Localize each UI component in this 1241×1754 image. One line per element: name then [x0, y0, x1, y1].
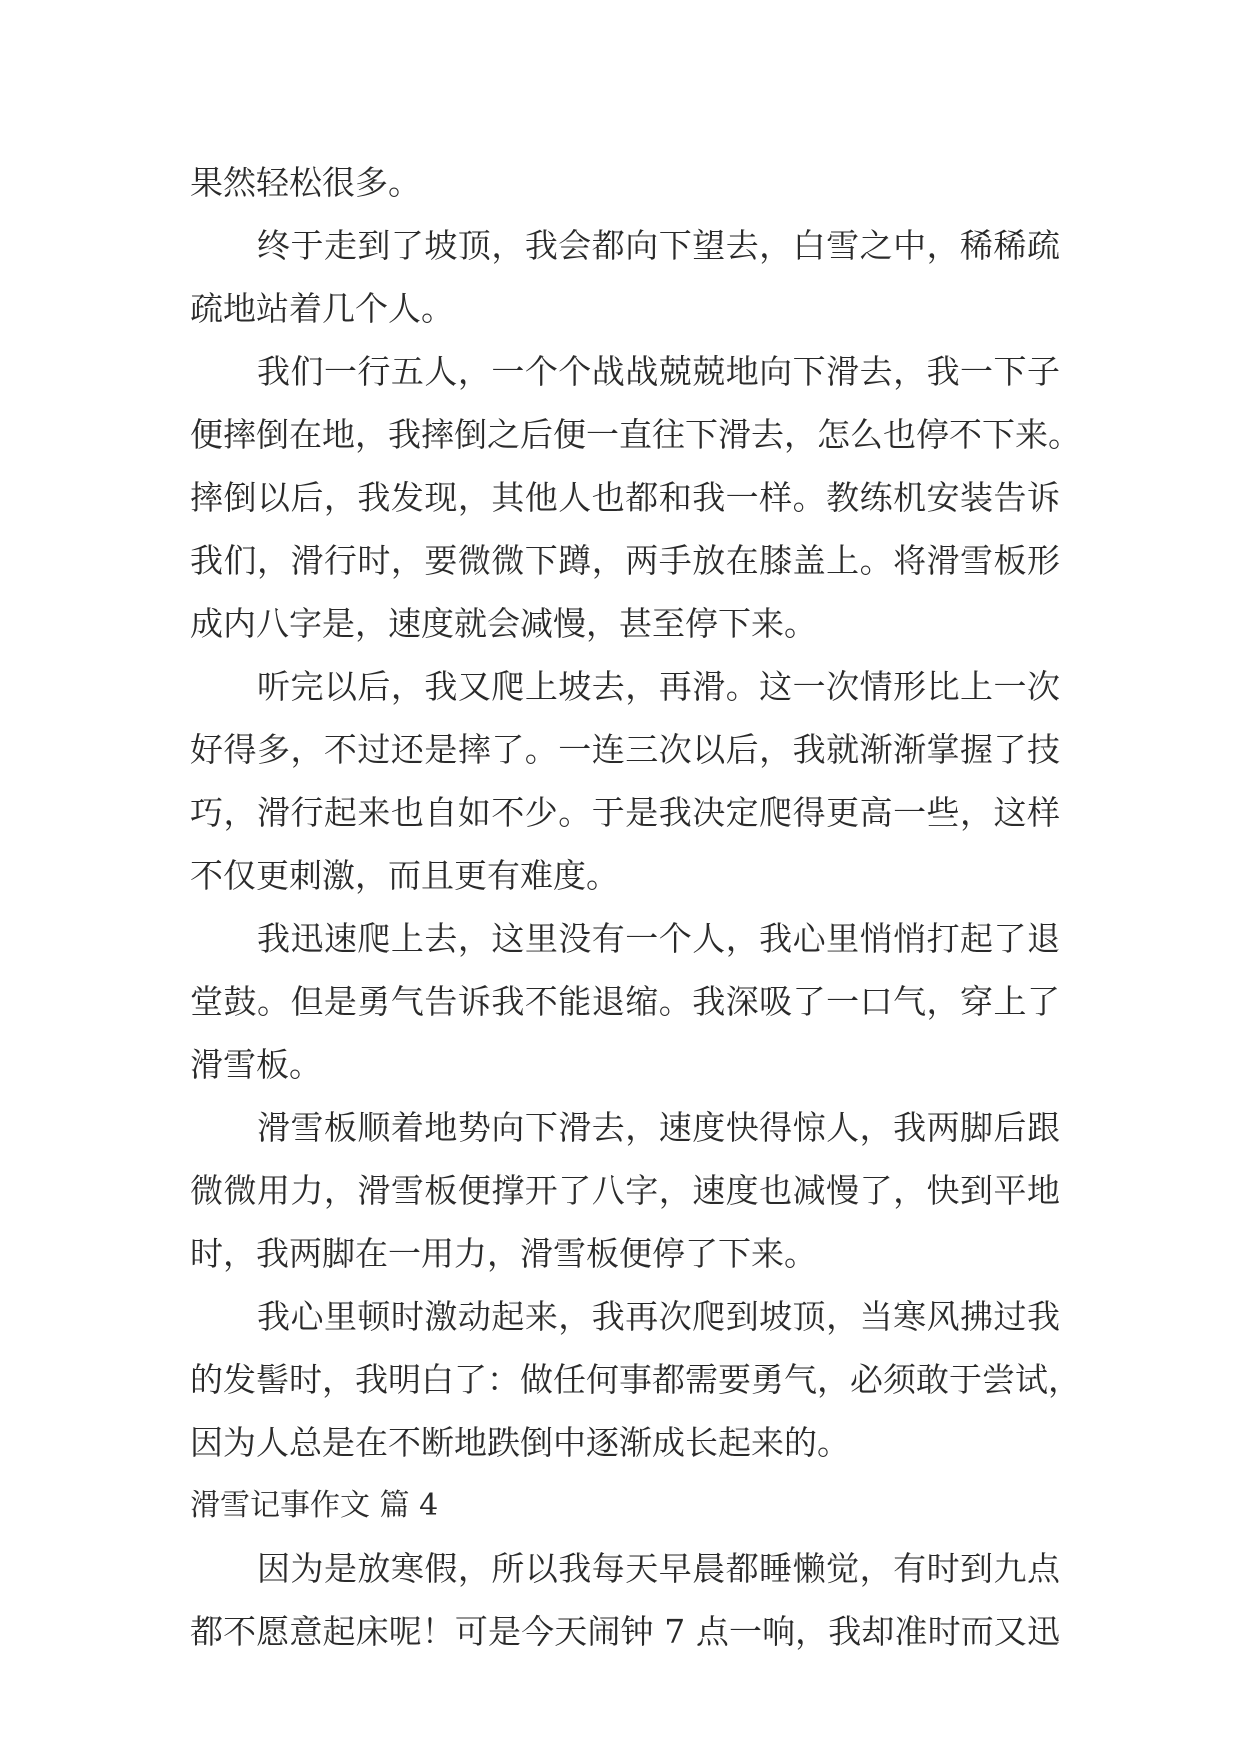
text-line: 成内八字是，速度就会减慢，甚至停下来。 — [190, 604, 817, 643]
text-line: 堂鼓。但是勇气告诉我不能退缩。我深吸了一口气，穿上了 — [190, 982, 1060, 1021]
paragraph-first-line: 因为是放寒假，所以我每天早晨都睡懒觉，有时到九点 — [257, 1549, 1060, 1588]
text-line: 我们，滑行时，要微微下蹲，两手放在膝盖上。将滑雪板形 — [190, 541, 1060, 580]
section-heading: 滑雪记事作文 篇 4 — [190, 1488, 439, 1523]
text-line: 滑雪板。 — [190, 1045, 322, 1084]
text-line: 都不愿意起床呢！可是今天闹钟 7 点一响，我却准时而又迅 — [190, 1612, 1060, 1651]
text-line: 便摔倒在地，我摔倒之后便一直往下滑去，怎么也停不下来。 — [190, 415, 1081, 454]
text-line: 不仅更刺激，而且更有难度。 — [190, 856, 619, 895]
text-line: 因为人总是在不断地跌倒中逐渐成长起来的。 — [190, 1423, 850, 1462]
paragraph-first-line: 终于走到了坡顶，我会都向下望去，白雪之中，稀稀疏 — [257, 226, 1060, 265]
text-line: 微微用力，滑雪板便撑开了八字，速度也减慢了，快到平地 — [190, 1171, 1060, 1210]
text-line: 好得多，不过还是摔了。一连三次以后，我就渐渐掌握了技 — [190, 730, 1060, 769]
paragraph-first-line: 我迅速爬上去，这里没有一个人，我心里悄悄打起了退 — [257, 919, 1060, 958]
text-line: 巧，滑行起来也自如不少。于是我决定爬得更高一些，这样 — [190, 793, 1060, 832]
text-line: 果然轻松很多。 — [190, 163, 421, 202]
text-line: 的发髻时，我明白了：做任何事都需要勇气，必须敢于尝试， — [190, 1360, 1081, 1399]
text-line: 疏地站着几个人。 — [190, 289, 454, 328]
paragraph-first-line: 我心里顿时激动起来，我再次爬到坡顶，当寒风拂过我 — [257, 1297, 1060, 1336]
text-line: 摔倒以后，我发现，其他人也都和我一样。教练机安装告诉 — [190, 478, 1060, 517]
paragraph-first-line: 我们一行五人，一个个战战兢兢地向下滑去，我一下子 — [257, 352, 1060, 391]
paragraph-first-line: 滑雪板顺着地势向下滑去，速度快得惊人，我两脚后跟 — [257, 1108, 1060, 1147]
paragraph-first-line: 听完以后，我又爬上坡去，再滑。这一次情形比上一次 — [257, 667, 1060, 706]
text-line: 时，我两脚在一用力，滑雪板便停了下来。 — [190, 1234, 817, 1273]
